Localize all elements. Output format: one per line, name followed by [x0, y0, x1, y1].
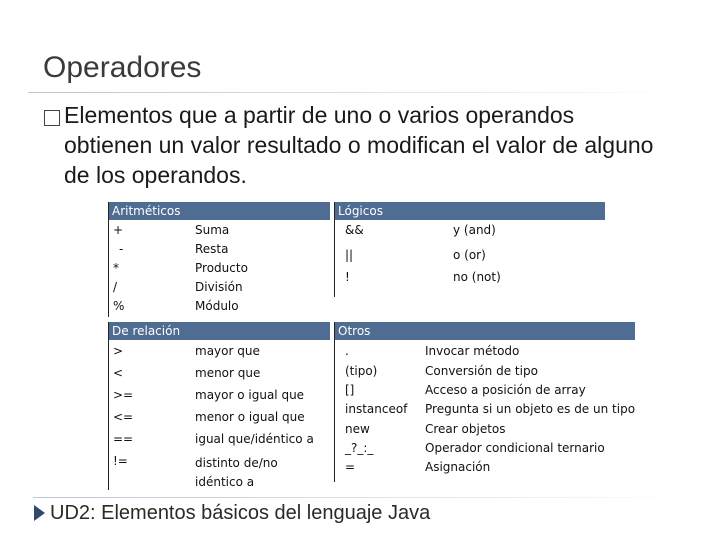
- footer-caption: UD2: Elementos básicos del lenguaje Java: [50, 502, 431, 524]
- arithmetic-section: [108, 202, 330, 317]
- logic-op: &&: [345, 223, 364, 237]
- logical-section: [334, 202, 605, 297]
- other-desc: Invocar método: [425, 344, 520, 358]
- rel-op: ==: [113, 432, 134, 446]
- arith-desc: Suma: [195, 223, 230, 237]
- other-op: new: [345, 422, 370, 436]
- arith-op: +: [113, 223, 124, 237]
- title-divider: [28, 92, 688, 93]
- arith-op: -: [119, 242, 124, 256]
- logic-desc: y (and): [453, 223, 496, 237]
- other-section: [334, 322, 635, 482]
- play-arrow-icon: [34, 505, 45, 521]
- other-desc: Conversión de tipo: [425, 364, 538, 378]
- other-desc: Acceso a posición de array: [425, 383, 586, 397]
- rel-op: <=: [113, 410, 134, 424]
- rel-op: <: [113, 366, 124, 380]
- rel-op: !=: [113, 454, 128, 468]
- arith-op: %: [113, 299, 125, 313]
- logical-header: Lógicos: [335, 202, 605, 220]
- other-desc: Pregunta si un objeto es de un tipo: [425, 402, 636, 416]
- other-header: Otros: [335, 322, 635, 340]
- other-op: instanceof: [345, 402, 408, 416]
- rel-desc: mayor que: [195, 344, 260, 358]
- arith-desc: Módulo: [195, 299, 239, 313]
- other-op: (tipo): [345, 364, 378, 378]
- arith-desc: Producto: [195, 261, 248, 275]
- rel-desc: menor o igual que: [195, 410, 305, 424]
- arithmetic-header: Aritméticos: [109, 202, 330, 220]
- arith-op: /: [113, 280, 118, 294]
- logic-op: ||: [345, 248, 354, 262]
- rel-op: >=: [113, 388, 134, 402]
- description-paragraph: Elementos que a partir de uno o varios operandos obtienen un valor resultado o modifican el valor de alguno de los operandos.: [64, 102, 654, 188]
- rel-desc: distinto de/no idéntico a: [195, 456, 278, 489]
- other-desc: Operador condicional ternario: [425, 441, 605, 455]
- logic-desc: no (not): [453, 270, 501, 284]
- rel-desc: menor que: [195, 366, 261, 380]
- arith-desc: División: [195, 280, 243, 294]
- arith-desc: Resta: [195, 242, 229, 256]
- slide-title: Operadores: [43, 51, 202, 84]
- other-op: .: [345, 344, 349, 358]
- other-op: []: [345, 383, 355, 397]
- logic-op: !: [345, 270, 350, 284]
- bullet-square-icon: [44, 110, 60, 126]
- other-desc: Crear objetos: [425, 422, 506, 436]
- footer-divider: [33, 497, 693, 498]
- other-op: _?_:_: [345, 441, 374, 455]
- rel-op: >: [113, 344, 124, 358]
- arith-op: *: [113, 261, 119, 275]
- other-desc: Asignación: [425, 460, 491, 474]
- other-op: =: [345, 460, 356, 474]
- rel-desc: igual que/idéntico a: [195, 432, 314, 446]
- logic-desc: o (or): [453, 248, 486, 262]
- rel-desc: mayor o igual que: [195, 388, 305, 402]
- relational-section: [108, 322, 330, 490]
- relational-header: De relación: [109, 322, 330, 340]
